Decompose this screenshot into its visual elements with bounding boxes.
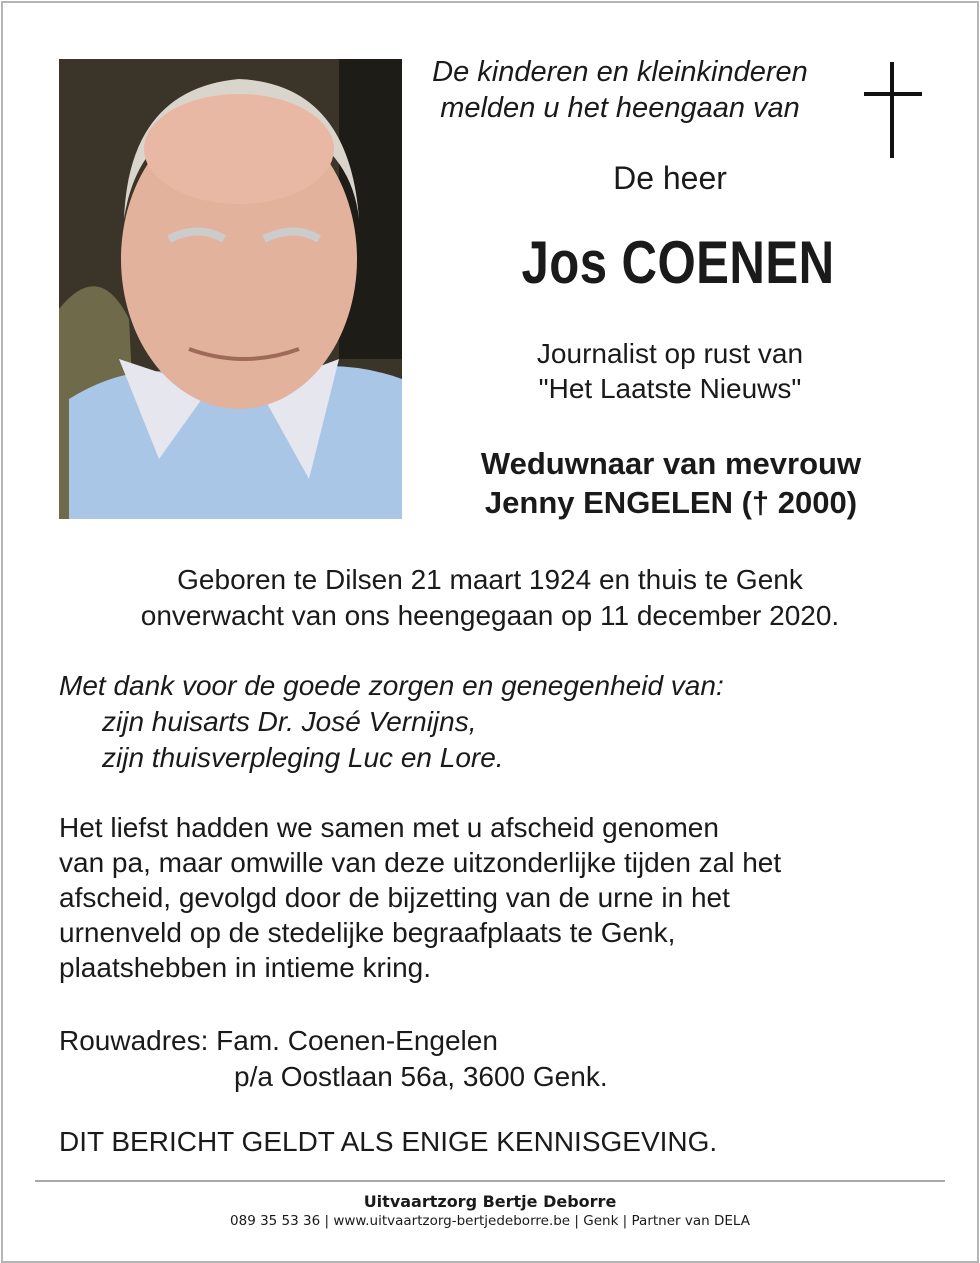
thanks-text	[59, 668, 724, 776]
occupation	[430, 336, 910, 406]
funeral-company: Uitvaartzorg Bertje Deborre	[363, 1192, 617, 1211]
farewell-line: afscheid, gevolgd door de bijzetting van de urne in het	[59, 882, 730, 913]
farewell-line: urnenveld op de stedelijke begraafplaats te Genk,	[59, 917, 676, 948]
honorific: De heer	[613, 160, 727, 196]
widower-line: Jenny ENGELEN († 2000)	[484, 485, 858, 520]
portrait-photo	[59, 59, 402, 519]
thanks-line: Met dank voor de goede zorgen en genegenheid van:	[59, 670, 724, 701]
farewell-line: plaatshebben in intieme kring.	[59, 952, 432, 983]
address-line: Rouwadres: Fam. Coenen-Engelen	[59, 1025, 498, 1056]
occupation-line: Journalist op rust van	[536, 338, 804, 369]
born-line: Geboren te Dilsen 21 maart 1924 en thuis te Genk	[177, 564, 803, 595]
intro-line: De kinderen en kleinkinderen	[432, 56, 808, 88]
intro-line: melden u het heengaan van	[440, 92, 800, 124]
farewell-line: van pa, maar omwille van deze uitzonderlijke tijden zal het	[59, 847, 782, 878]
address-line: p/a Oostlaan 56a, 3600 Genk.	[234, 1061, 608, 1092]
intro-text	[400, 54, 840, 126]
funeral-company-details: 089 35 53 36 | www.uitvaartzorg-bertjedeborre.be | Genk | Partner van DELA	[230, 1213, 750, 1229]
occupation-line: "Het Laatste Nieuws"	[538, 373, 802, 404]
cross-icon	[864, 62, 922, 158]
widower-of	[416, 444, 926, 522]
birth-death-info	[40, 562, 940, 634]
farewell-line: Het liefst hadden we samen met u afscheid genomen	[59, 812, 719, 843]
farewell-text	[59, 810, 781, 985]
thanks-line: zijn huisarts Dr. José Vernijns,	[102, 706, 477, 737]
footer-divider	[35, 1180, 945, 1182]
notice-text: DIT BERICHT GELDT ALS ENIGE KENNISGEVING.	[59, 1126, 718, 1157]
widower-line: Weduwnaar van mevrouw	[480, 446, 862, 481]
mourning-address	[59, 1023, 608, 1095]
born-line: onverwacht van ons heengegaan op 11 december 2020.	[140, 600, 840, 631]
deceased-name: Jos COENEN	[521, 229, 835, 296]
thanks-line: zijn thuisverpleging Luc en Lore.	[102, 742, 504, 773]
